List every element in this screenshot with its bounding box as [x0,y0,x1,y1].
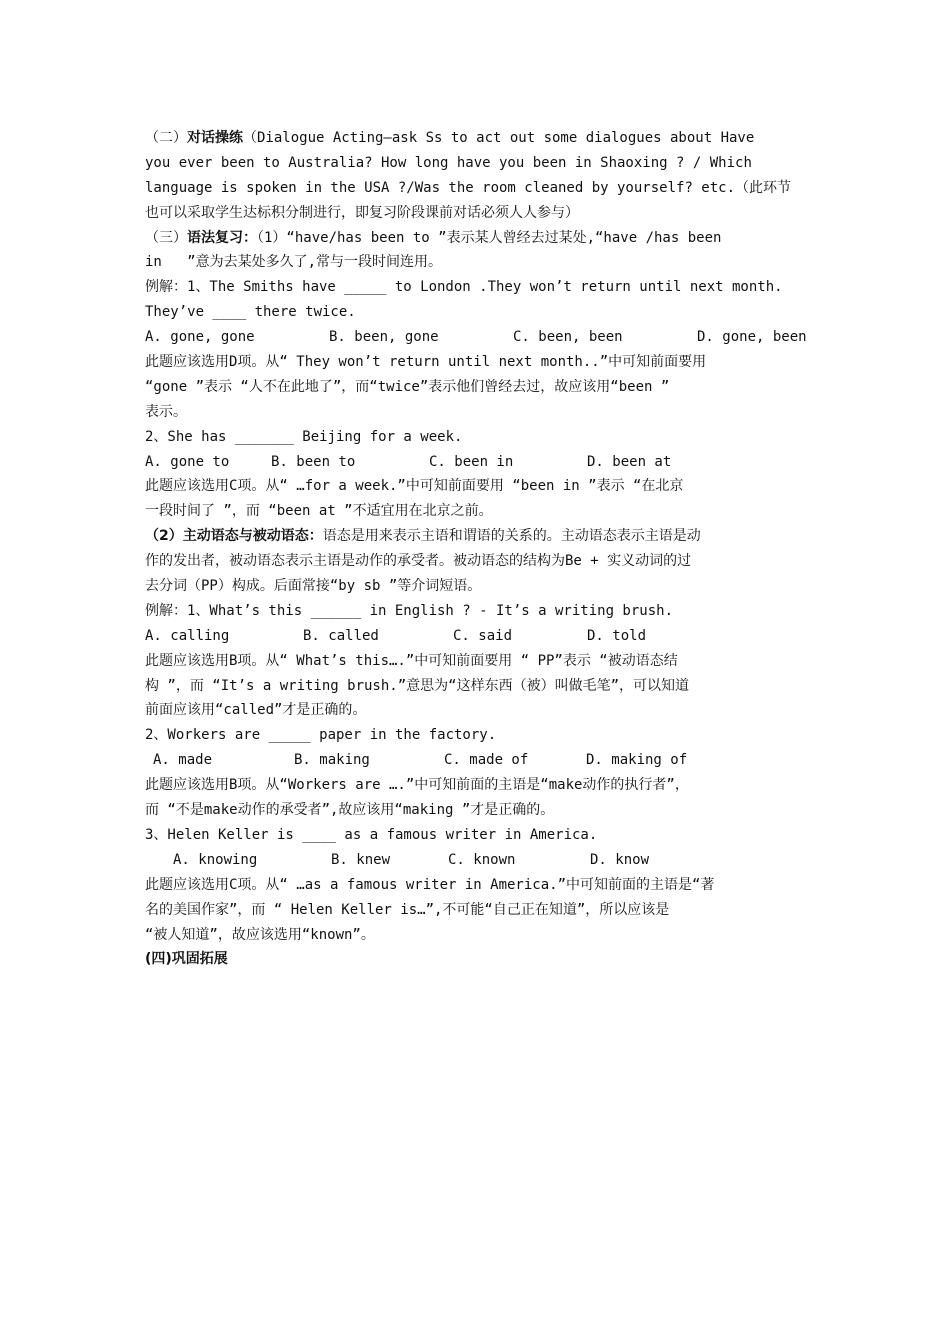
voice-ex3-explain-1: 此题应该选用C项。从“ …as a famous writer in America.”中可知前面的主语是“著 [145,876,715,893]
ex1-options [145,325,810,350]
ex2-explain-1: 此题应该选用C项。从“ …for a week.”中可知前面要用 “been in ”表示 “在北京 [145,478,684,495]
voice-ex3-options [145,848,810,873]
voice-ex1-options [145,624,810,649]
option-d: D. told [587,627,647,644]
option-c: C. been, been [513,329,623,346]
option-a: A. gone to [145,453,230,470]
voice-line-2: 作的发出者，被动语态表示主语是动作的承受者。被动语态的结构为Be + 实义动词的过 [145,553,692,570]
option-a: A. made [153,752,213,769]
section4-heading: (四)巩固拓展 [145,951,228,968]
option-a: A. gone, gone [145,329,255,346]
option-d: D. gone, been [697,329,807,346]
section2-line-1: （二）对话操练（Dialogue Acting—ask Ss to act out some dialogues about Have [145,130,755,146]
section3-line-1: （三）语法复习：（1）“have/has been to ”表示某人曾经去过某处,“have /has been [145,229,722,246]
option-d: D. making of [586,752,688,769]
option-a: A. calling [145,627,230,644]
option-d: D. know [590,851,650,868]
ex1-explain-1: 此题应该选用D项。从“ They won’t return until next month..”中可知前面要用 [145,354,707,371]
section3-heading: 语法复习： [187,229,257,246]
ex2-question: 2、She has _______ Beijing for a week. [145,428,463,445]
voice-heading: （2）主动语态与被动语态： [145,528,323,545]
option-c: C. said [453,627,513,644]
ex1-question-2: They’ve ____ there twice. [145,304,356,321]
ex2-explain-2: 一段时间了 ”，而 “been at ”不适宜用在北京之前。 [145,503,493,520]
option-c: C. made of [444,752,529,769]
section2-heading: 对话操练 [187,130,243,146]
voice-ex3-explain-3: “被人知道”，故应该选用“known”。 [145,926,375,943]
voice-line-3: 去分词（PP）构成。后面常接“by sb ”等介词短语。 [145,578,482,595]
voice-ex1-question: 例解：1、What’s this ______ in English ? - It’s a writing brush. [145,602,674,619]
section3-line-2: in ”意为去某处多久了,常与一段时间连用。 [145,254,442,271]
voice-ex2-question: 2、Workers are _____ paper in the factory. [145,727,497,744]
ex1-explain-3: 表示。 [145,403,187,420]
option-b: B. knew [331,851,391,868]
option-b: B. been to [271,453,356,470]
option-c: C. known [448,851,516,868]
voice-line-1: （2）主动语态与被动语态：语态是用来表示主语和谓语的关系的。主动语态表示主语是动 [145,528,701,545]
ex1-question-1: 例解：1、The Smiths have _____ to London .They won’t return until next month. [145,279,783,296]
voice-ex2-options [145,748,810,773]
voice-ex3-question: 3、Helen Keller is ____ as a famous writer in America. [145,826,598,843]
option-c: C. been in [429,453,514,470]
voice-ex1-explain-2: 构 ”，而 “It’s a writing brush.”意思为“这样东西（被）叫做毛笔”，可以知道 [145,677,690,694]
section2-line-4: 也可以采取学生达标积分制进行，即复习阶段课前对话必须人人参与） [145,204,579,221]
section2-line-2: you ever been to Australia? How long have you been in Shaoxing ? / Which [145,154,752,171]
voice-ex2-explain-1: 此题应该选用B项。从“Workers are ….”中可知前面的主语是“make动作的执行者”， [145,777,689,794]
option-d: D. been at [587,453,672,470]
option-b: B. called [303,627,379,644]
section2-line-3: language is spoken in the USA ?/Was the room cleaned by yourself? etc.（此环节 [145,179,792,196]
ex2-options [145,450,810,475]
option-b: B. been, gone [329,329,439,346]
option-b: B. making [294,752,370,769]
voice-ex3-explain-2: 名的美国作家”，而 “ Helen Keller is…”,不可能“自己正在知道”，所以应该是 [145,901,670,918]
voice-ex2-explain-2: 而 “不是make动作的承受者”,故应该用“making ”才是正确的。 [145,802,555,819]
ex1-explain-2: “gone ”表示 “人不在此地了”，而“twice”表示他们曾经去过，故应该用“been ” [145,378,670,395]
voice-ex1-explain-3: 前面应该用“called”才是正确的。 [145,702,367,719]
voice-ex1-explain-1: 此题应该选用B项。从“ What’s this….”中可知前面要用 “ PP”表示 “被动语态结 [145,652,678,669]
option-a: A. knowing [173,851,258,868]
document-page [145,126,810,972]
